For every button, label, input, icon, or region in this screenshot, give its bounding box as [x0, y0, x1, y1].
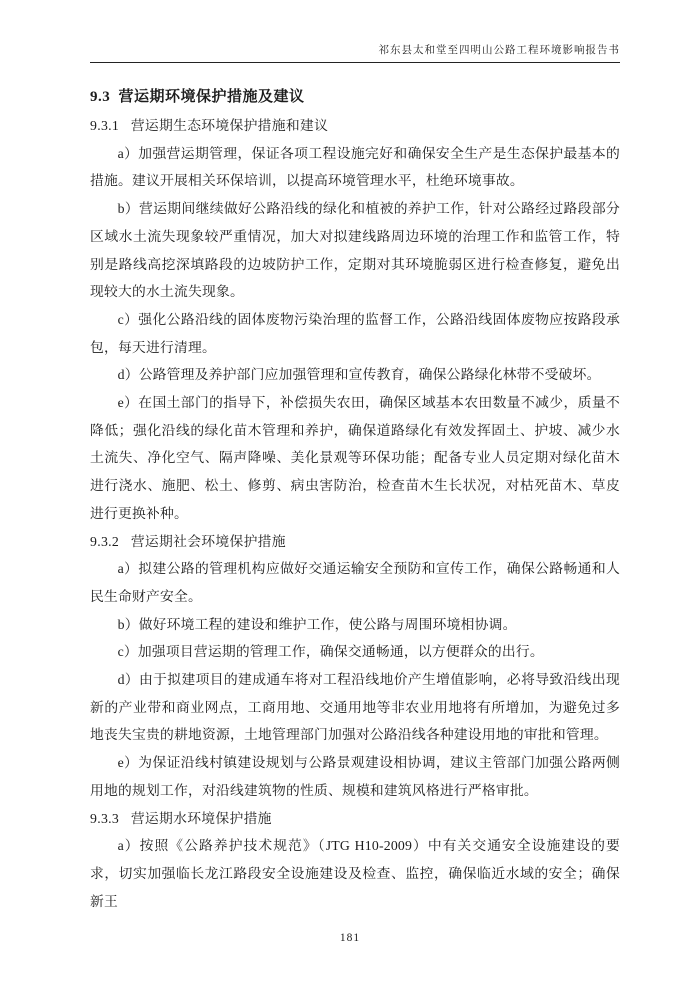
paragraph: d）由于拟建项目的建成通车将对工程沿线地价产生增值影响，必将导致沿线出现新的产业带和商业网点，工商用地、交通用地等非农业用地将有所增加，为避免过多地丧失宝贵的耕地资源，土地管理部门加强对公路沿线各种建设用地的审批和管理。 — [90, 672, 620, 743]
paragraph: a）按照《公路养护技术规范》（JTG H10-2009）中有关交通安全设施建设的要求，切实加强临长龙江路段安全设施建设及检查、监控，确保临近水域的安全；确保新王 — [90, 838, 620, 909]
section-title: 营运期水环境保护措施 — [130, 810, 272, 826]
section-number: 9.3.1 — [90, 118, 120, 133]
section-heading — [90, 528, 620, 556]
running-header — [90, 42, 620, 63]
section-heading — [90, 805, 620, 833]
paragraph: a）拟建公路的管理机构应做好交通运输安全预防和宣传工作，确保公路畅通和人民生命财产安全。 — [90, 561, 620, 604]
chapter-title: 营运期环境保护措施及建议 — [118, 89, 305, 105]
chapter-number: 9.3 — [90, 89, 111, 105]
chapter-heading — [90, 82, 620, 112]
paragraph: b）做好环境工程的建设和维护工作，使公路与周围环境相协调。 — [117, 616, 517, 632]
paragraph: d）公路管理及养护部门应加强管理和宣传教育，确保公路绿化林带不受破坏。 — [117, 367, 601, 383]
page-content — [90, 82, 620, 915]
section-number: 9.3.2 — [90, 533, 120, 549]
section-operation-period-ecology — [90, 112, 620, 528]
paragraph: c）加强项目营运期的管理工作，确保交通畅通，以方便群众的出行。 — [117, 644, 544, 660]
paragraph: b）营运期间继续做好公路沿线的绿化和植被的养护工作，针对公路经过路段部分区域水土流失现象较严重情况，加大对拟建线路周边环境的治理工作和监管工作，特别是路线高挖深填路段的边坡防护工作，定期对其环境脆弱区进行检查修复，避免出现较大的水土流失现象。 — [90, 201, 620, 300]
section-heading — [90, 112, 620, 140]
paragraph: a）加强营运期管理，保证各项工程设施完好和确保安全生产是生态保护最基本的措施。建议开展相关环保培训，以提高环境管理水平，杜绝环境事故。 — [90, 145, 620, 189]
running-header-text: 祁东县太和堂至四明山公路工程环境影响报告书 — [378, 45, 620, 56]
paragraph: e）为保证沿线村镇建设规划与公路景观建设相协调，建议主管部门加强公路两侧用地的规划工作，对沿线建筑物的性质、规模和建筑风格进行严格审批。 — [90, 755, 620, 798]
section-title: 营运期生态环境保护措施和建议 — [130, 118, 329, 133]
paragraph: c）强化公路沿线的固体废物污染治理的监督工作，公路沿线固体废物应按路段承包，每天进行清理。 — [90, 311, 620, 355]
section-title: 营运期社会环境保护措施 — [130, 533, 286, 549]
section-number: 9.3.3 — [90, 810, 120, 826]
paragraph: e）在国土部门的指导下，补偿损失农田，确保区域基本农田数量不减少，质量不降低；强化沿线的绿化苗木管理和养护，确保道路绿化有效发挥固土、护坡、减少水土流失、净化空气、隔声降噪、美化景观等环保功能；配备专业人员定期对绿化苗木进行浇水、施肥、松土、修剪、病虫害防治，检查苗木生长状况，对枯死苗木、草皮进行更换补种。 — [90, 395, 620, 521]
section-operation-period-social — [90, 528, 620, 805]
section-operation-period-water — [90, 805, 620, 916]
page-number: 181 — [339, 932, 361, 944]
